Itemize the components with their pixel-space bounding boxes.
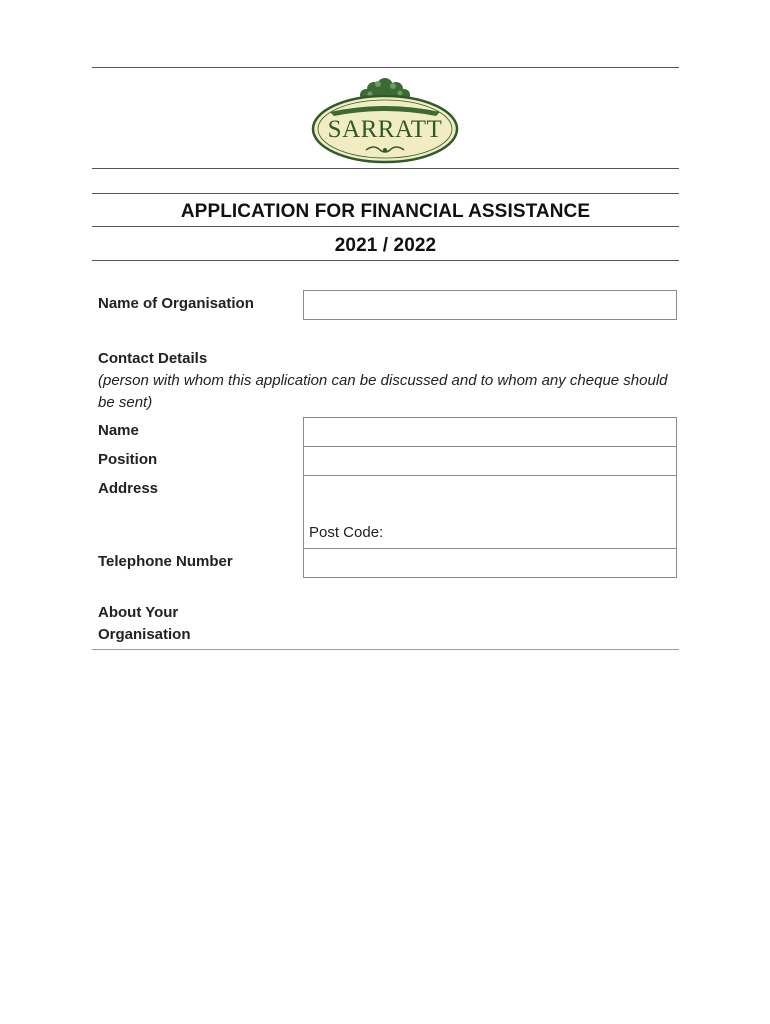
postcode-label: Post Code:	[309, 524, 384, 541]
logo-text: SARRATT	[327, 116, 443, 143]
org-name-field[interactable]	[303, 290, 677, 320]
about-label-line1: About Your	[98, 604, 179, 621]
title-bottom-rule	[92, 260, 679, 261]
position-field[interactable]	[303, 446, 677, 476]
title-middle-rule	[92, 226, 679, 227]
about-label-line2: Organisation	[98, 626, 191, 643]
name-label: Name	[98, 422, 139, 439]
position-label: Position	[98, 451, 158, 468]
telephone-field[interactable]	[303, 548, 677, 578]
contact-details-heading: Contact Details	[98, 350, 208, 367]
about-bottom-rule	[92, 649, 679, 650]
address-label: Address	[98, 480, 159, 497]
org-name-label: Name of Organisation	[98, 295, 254, 312]
title-top-rule	[92, 193, 679, 194]
sarratt-logo	[308, 74, 462, 166]
telephone-label: Telephone Number	[98, 553, 233, 570]
name-field[interactable]	[303, 417, 677, 447]
logo-bottom-rule	[92, 168, 679, 169]
page-title: APPLICATION FOR FINANCIAL ASSISTANCE	[180, 201, 591, 222]
contact-details-note: (person with whom this application can be discussed and to whom any cheque should be sent)	[98, 372, 668, 411]
year-heading: 2021 / 2022	[334, 235, 437, 256]
top-rule	[92, 67, 679, 68]
